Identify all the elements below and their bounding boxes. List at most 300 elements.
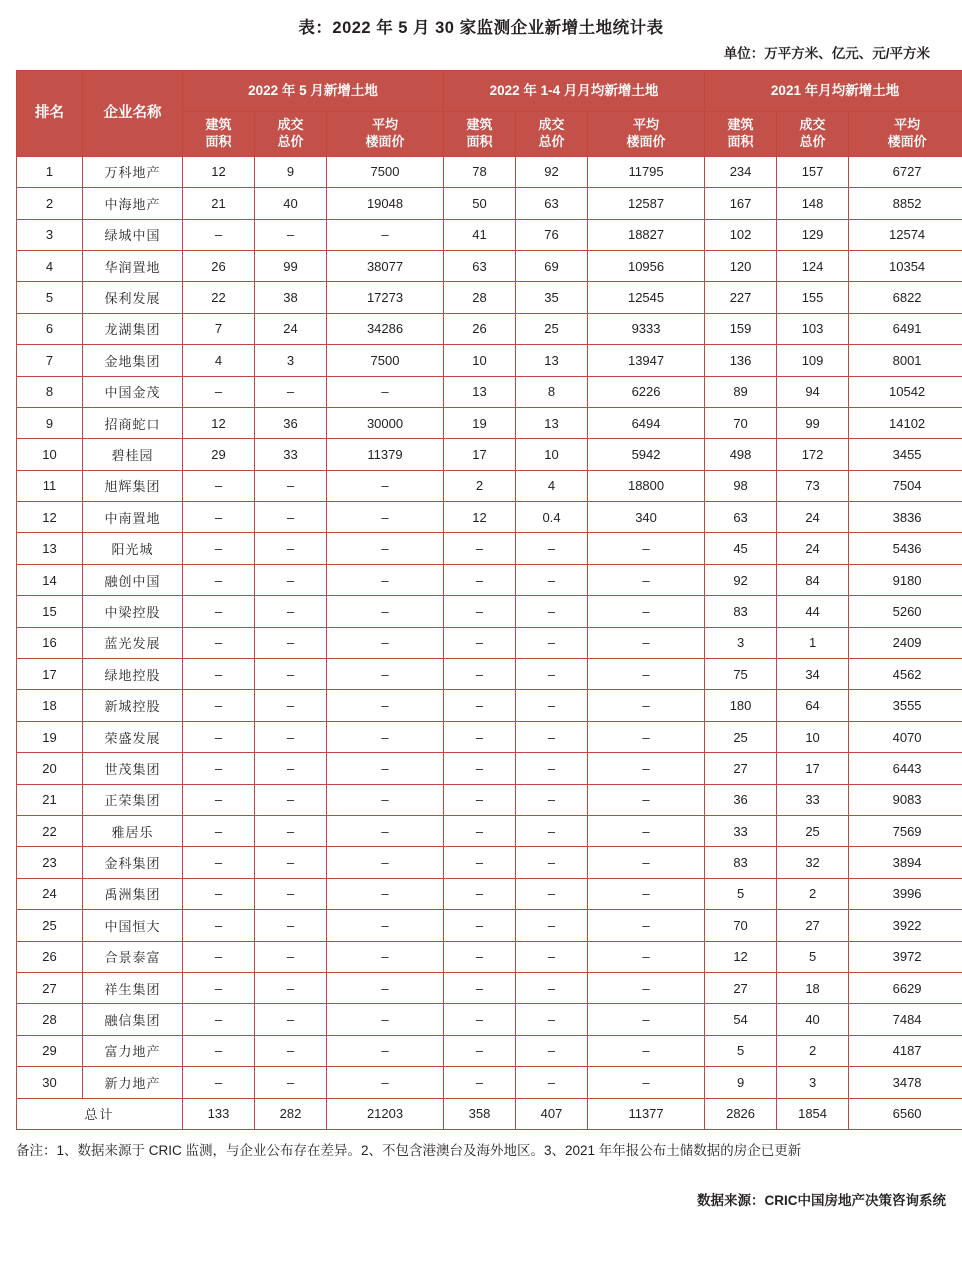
cell-m5-price: – bbox=[255, 784, 327, 815]
table-row bbox=[17, 815, 962, 846]
cell-m5-area: – bbox=[183, 753, 255, 784]
cell-company-name: 招商蛇口 bbox=[83, 407, 183, 438]
cell-rank: 12 bbox=[17, 502, 83, 533]
table-total-row bbox=[17, 1098, 962, 1129]
cell-m5-price: 40 bbox=[255, 188, 327, 219]
cell-m14-price: 10 bbox=[516, 439, 588, 470]
cell-y21-area: 136 bbox=[705, 345, 777, 376]
cell-y21-price: 10 bbox=[777, 721, 849, 752]
cell-y21-area: 27 bbox=[705, 972, 777, 1003]
cell-m5-avg: 7500 bbox=[327, 156, 444, 187]
cell-rank: 4 bbox=[17, 250, 83, 281]
table-row bbox=[17, 470, 962, 501]
cell-m5-area: – bbox=[183, 502, 255, 533]
cell-m14-price: 63 bbox=[516, 188, 588, 219]
cell-m5-area: – bbox=[183, 627, 255, 658]
cell-rank: 6 bbox=[17, 313, 83, 344]
table-row bbox=[17, 1067, 962, 1098]
cell-m14-price: – bbox=[516, 941, 588, 972]
table-row bbox=[17, 313, 962, 344]
cell-y21-avg: 5260 bbox=[849, 596, 962, 627]
cell-company-name: 金科集团 bbox=[83, 847, 183, 878]
cell-y21-area: 27 bbox=[705, 753, 777, 784]
cell-rank: 30 bbox=[17, 1067, 83, 1098]
cell-m5-area: – bbox=[183, 596, 255, 627]
table-row bbox=[17, 690, 962, 721]
header-rank: 排名 bbox=[17, 71, 83, 157]
table-row bbox=[17, 972, 962, 1003]
cell-m14-price: – bbox=[516, 533, 588, 564]
cell-m5-price: – bbox=[255, 627, 327, 658]
header-sub-price-m14: 成交 总价 bbox=[516, 112, 588, 157]
cell-m5-area: – bbox=[183, 690, 255, 721]
table-row bbox=[17, 721, 962, 752]
cell-y21-avg: 12574 bbox=[849, 219, 962, 250]
cell-company-name: 富力地产 bbox=[83, 1035, 183, 1066]
cell-y21-price: 34 bbox=[777, 659, 849, 690]
cell-rank: 1 bbox=[17, 156, 83, 187]
cell-m14-area: – bbox=[444, 910, 516, 941]
page-title: 表：2022 年 5 月 30 家监测企业新增土地统计表 bbox=[298, 19, 664, 37]
cell-y21-avg: 9083 bbox=[849, 784, 962, 815]
cell-m5-area: – bbox=[183, 721, 255, 752]
cell-m14-area: – bbox=[444, 784, 516, 815]
table-row bbox=[17, 407, 962, 438]
cell-y21-avg: 2409 bbox=[849, 627, 962, 658]
cell-y21-area: 70 bbox=[705, 407, 777, 438]
table-row bbox=[17, 376, 962, 407]
cell-m14-price: 13 bbox=[516, 407, 588, 438]
cell-rank: 18 bbox=[17, 690, 83, 721]
cell-m5-area: – bbox=[183, 659, 255, 690]
cell-m14-avg: 340 bbox=[588, 502, 705, 533]
cell-m5-price: – bbox=[255, 659, 327, 690]
table-row bbox=[17, 941, 962, 972]
cell-m5-avg: – bbox=[327, 502, 444, 533]
cell-y21-area: 5 bbox=[705, 878, 777, 909]
cell-y21-avg: 7569 bbox=[849, 815, 962, 846]
cell-m14-avg: 18827 bbox=[588, 219, 705, 250]
cell-m14-price: – bbox=[516, 627, 588, 658]
cell-y21-area: 3 bbox=[705, 627, 777, 658]
cell-y21-area: 70 bbox=[705, 910, 777, 941]
cell-y21-price: 25 bbox=[777, 815, 849, 846]
cell-m14-area: 78 bbox=[444, 156, 516, 187]
cell-m5-price: – bbox=[255, 564, 327, 595]
cell-y21-area: 89 bbox=[705, 376, 777, 407]
cell-m5-avg: – bbox=[327, 847, 444, 878]
cell-y21-avg: 3972 bbox=[849, 941, 962, 972]
cell-company-name: 阳光城 bbox=[83, 533, 183, 564]
cell-m14-avg: – bbox=[588, 784, 705, 815]
cell-m5-avg: – bbox=[327, 627, 444, 658]
cell-y21-avg: 3555 bbox=[849, 690, 962, 721]
cell-y21-price: 73 bbox=[777, 470, 849, 501]
cell-m14-area: – bbox=[444, 659, 516, 690]
cell-m14-avg: – bbox=[588, 596, 705, 627]
cell-rank: 17 bbox=[17, 659, 83, 690]
cell-y21-price: 1 bbox=[777, 627, 849, 658]
cell-m5-price: – bbox=[255, 815, 327, 846]
cell-m5-avg: – bbox=[327, 910, 444, 941]
header-sub-price-m5: 成交 总价 bbox=[255, 112, 327, 157]
cell-m5-price: – bbox=[255, 690, 327, 721]
cell-y21-avg: 3922 bbox=[849, 910, 962, 941]
cell-m14-avg: – bbox=[588, 1067, 705, 1098]
cell-y21-area: 120 bbox=[705, 250, 777, 281]
cell-m5-avg: – bbox=[327, 1004, 444, 1035]
cell-y21-price: 2 bbox=[777, 1035, 849, 1066]
cell-m5-price: – bbox=[255, 753, 327, 784]
cell-m5-price: – bbox=[255, 1067, 327, 1098]
cell-y21-price: 99 bbox=[777, 407, 849, 438]
cell-y21-avg: 6629 bbox=[849, 972, 962, 1003]
cell-m14-area: – bbox=[444, 596, 516, 627]
header-group-2022-05: 2022 年 5 月新增土地 bbox=[183, 71, 444, 112]
cell-rank: 22 bbox=[17, 815, 83, 846]
cell-rank: 20 bbox=[17, 753, 83, 784]
cell-rank: 10 bbox=[17, 439, 83, 470]
cell-company-name: 碧桂园 bbox=[83, 439, 183, 470]
cell-m5-avg: – bbox=[327, 470, 444, 501]
cell-company-name: 金地集团 bbox=[83, 345, 183, 376]
header-group-2021: 2021 年月均新增土地 bbox=[705, 71, 962, 112]
cell-m5-avg: – bbox=[327, 690, 444, 721]
cell-m5-area: – bbox=[183, 910, 255, 941]
cell-m14-avg: – bbox=[588, 972, 705, 1003]
cell-company-name: 华润置地 bbox=[83, 250, 183, 281]
cell-m14-area: 10 bbox=[444, 345, 516, 376]
cell-m14-area: – bbox=[444, 815, 516, 846]
cell-y21-area: 5 bbox=[705, 1035, 777, 1066]
cell-m14-avg: 9333 bbox=[588, 313, 705, 344]
cell-m5-area: – bbox=[183, 1035, 255, 1066]
cell-m5-avg: – bbox=[327, 596, 444, 627]
cell-m14-avg: – bbox=[588, 941, 705, 972]
header-sub-area-m5: 建筑 面积 bbox=[183, 112, 255, 157]
cell-m14-area: 2 bbox=[444, 470, 516, 501]
cell-m14-price: – bbox=[516, 659, 588, 690]
cell-rank: 16 bbox=[17, 627, 83, 658]
cell-m14-price: 25 bbox=[516, 313, 588, 344]
cell-m5-price: – bbox=[255, 1035, 327, 1066]
cell-y21-avg: 6727 bbox=[849, 156, 962, 187]
cell-y21-area: 92 bbox=[705, 564, 777, 595]
header-group-2022-01-04: 2022 年 1-4 月月均新增土地 bbox=[444, 71, 705, 112]
cell-y21-price: 40 bbox=[777, 1004, 849, 1035]
cell-m14-avg: 6226 bbox=[588, 376, 705, 407]
cell-rank: 25 bbox=[17, 910, 83, 941]
header-company: 企业名称 bbox=[83, 71, 183, 157]
cell-y21-area: 227 bbox=[705, 282, 777, 313]
table-row bbox=[17, 784, 962, 815]
cell-m14-avg: – bbox=[588, 1035, 705, 1066]
cell-m14-price: 69 bbox=[516, 250, 588, 281]
cell-m5-area: 12 bbox=[183, 156, 255, 187]
table-row bbox=[17, 878, 962, 909]
cell-total-y21-avg: 6560 bbox=[849, 1098, 962, 1129]
cell-m5-area: – bbox=[183, 219, 255, 250]
cell-y21-price: 129 bbox=[777, 219, 849, 250]
cell-y21-area: 63 bbox=[705, 502, 777, 533]
cell-y21-area: 83 bbox=[705, 596, 777, 627]
footnote: 备注：1、数据来源于 CRIC 监测，与企业公布存在差异。2、不包含港澳台及海外地区。3、2021 年年报公布土储数据的房企已更新 bbox=[16, 1142, 802, 1158]
cell-y21-area: 234 bbox=[705, 156, 777, 187]
cell-y21-area: 33 bbox=[705, 815, 777, 846]
cell-company-name: 绿地控股 bbox=[83, 659, 183, 690]
header-sub-avg-m5: 平均 楼面价 bbox=[327, 112, 444, 157]
cell-m5-price: – bbox=[255, 972, 327, 1003]
cell-m14-price: – bbox=[516, 753, 588, 784]
cell-y21-price: 27 bbox=[777, 910, 849, 941]
cell-m5-price: – bbox=[255, 721, 327, 752]
cell-company-name: 中国金茂 bbox=[83, 376, 183, 407]
cell-m14-avg: – bbox=[588, 815, 705, 846]
cell-total-m14-avg: 11377 bbox=[588, 1098, 705, 1129]
cell-y21-price: 103 bbox=[777, 313, 849, 344]
cell-y21-area: 45 bbox=[705, 533, 777, 564]
cell-rank: 5 bbox=[17, 282, 83, 313]
cell-m5-avg: 34286 bbox=[327, 313, 444, 344]
cell-m14-area: – bbox=[444, 564, 516, 595]
cell-m5-avg: 38077 bbox=[327, 250, 444, 281]
cell-rank: 15 bbox=[17, 596, 83, 627]
table-row bbox=[17, 250, 962, 281]
cell-company-name: 绿城中国 bbox=[83, 219, 183, 250]
cell-m5-avg: – bbox=[327, 533, 444, 564]
cell-m5-avg: – bbox=[327, 721, 444, 752]
cell-m5-area: 12 bbox=[183, 407, 255, 438]
cell-m14-area: – bbox=[444, 690, 516, 721]
cell-y21-price: 44 bbox=[777, 596, 849, 627]
table-row bbox=[17, 627, 962, 658]
cell-m5-price: – bbox=[255, 910, 327, 941]
cell-m14-price: – bbox=[516, 910, 588, 941]
cell-total-m5-area: 133 bbox=[183, 1098, 255, 1129]
cell-rank: 23 bbox=[17, 847, 83, 878]
cell-m14-avg: – bbox=[588, 721, 705, 752]
cell-company-name: 龙湖集团 bbox=[83, 313, 183, 344]
cell-company-name: 合景泰富 bbox=[83, 941, 183, 972]
cell-m14-area: 63 bbox=[444, 250, 516, 281]
header-sub-price-y21: 成交 总价 bbox=[777, 112, 849, 157]
land-statistics-table bbox=[16, 70, 962, 1130]
cell-company-name: 中国恒大 bbox=[83, 910, 183, 941]
cell-m14-avg: 12587 bbox=[588, 188, 705, 219]
cell-rank: 27 bbox=[17, 972, 83, 1003]
cell-y21-area: 83 bbox=[705, 847, 777, 878]
cell-rank: 11 bbox=[17, 470, 83, 501]
cell-company-name: 融信集团 bbox=[83, 1004, 183, 1035]
table-row bbox=[17, 910, 962, 941]
cell-y21-price: 94 bbox=[777, 376, 849, 407]
cell-m5-price: – bbox=[255, 376, 327, 407]
cell-y21-price: 124 bbox=[777, 250, 849, 281]
table-row bbox=[17, 847, 962, 878]
cell-y21-area: 498 bbox=[705, 439, 777, 470]
table-header bbox=[17, 71, 962, 157]
cell-y21-avg: 4187 bbox=[849, 1035, 962, 1066]
cell-y21-price: 24 bbox=[777, 502, 849, 533]
cell-m14-avg: – bbox=[588, 659, 705, 690]
cell-y21-price: 64 bbox=[777, 690, 849, 721]
cell-y21-price: 32 bbox=[777, 847, 849, 878]
cell-m5-area: 7 bbox=[183, 313, 255, 344]
cell-m5-area: 22 bbox=[183, 282, 255, 313]
cell-y21-area: 98 bbox=[705, 470, 777, 501]
cell-m5-price: 99 bbox=[255, 250, 327, 281]
cell-y21-price: 157 bbox=[777, 156, 849, 187]
cell-m5-price: 38 bbox=[255, 282, 327, 313]
data-source: 数据来源：CRIC中国房地产决策咨询系统 bbox=[697, 1192, 946, 1208]
table-row bbox=[17, 345, 962, 376]
cell-company-name: 中南置地 bbox=[83, 502, 183, 533]
table-row bbox=[17, 596, 962, 627]
cell-m14-price: – bbox=[516, 847, 588, 878]
cell-total-y21-price: 1854 bbox=[777, 1098, 849, 1129]
cell-total-m14-price: 407 bbox=[516, 1098, 588, 1129]
cell-m14-price: – bbox=[516, 690, 588, 721]
cell-m14-avg: 10956 bbox=[588, 250, 705, 281]
cell-rank: 28 bbox=[17, 1004, 83, 1035]
cell-m14-price: – bbox=[516, 1067, 588, 1098]
cell-company-name: 融创中国 bbox=[83, 564, 183, 595]
header-sub-avg-y21: 平均 楼面价 bbox=[849, 112, 962, 157]
cell-y21-price: 17 bbox=[777, 753, 849, 784]
cell-y21-area: 36 bbox=[705, 784, 777, 815]
cell-m5-area: – bbox=[183, 564, 255, 595]
cell-m5-avg: – bbox=[327, 219, 444, 250]
cell-m5-price: 24 bbox=[255, 313, 327, 344]
cell-m14-price: – bbox=[516, 1004, 588, 1035]
cell-y21-price: 24 bbox=[777, 533, 849, 564]
cell-m14-area: 28 bbox=[444, 282, 516, 313]
cell-m14-price: 92 bbox=[516, 156, 588, 187]
cell-m14-avg: – bbox=[588, 847, 705, 878]
cell-m14-area: – bbox=[444, 721, 516, 752]
cell-m14-avg: – bbox=[588, 627, 705, 658]
cell-m5-area: – bbox=[183, 470, 255, 501]
cell-m5-avg: 7500 bbox=[327, 345, 444, 376]
cell-m14-avg: – bbox=[588, 878, 705, 909]
cell-company-name: 保利发展 bbox=[83, 282, 183, 313]
header-sub-area-m14: 建筑 面积 bbox=[444, 112, 516, 157]
cell-m5-avg: – bbox=[327, 784, 444, 815]
cell-m14-area: – bbox=[444, 878, 516, 909]
cell-rank: 2 bbox=[17, 188, 83, 219]
cell-m5-price: – bbox=[255, 502, 327, 533]
cell-m14-area: 19 bbox=[444, 407, 516, 438]
table-row bbox=[17, 502, 962, 533]
cell-y21-price: 33 bbox=[777, 784, 849, 815]
table-row bbox=[17, 219, 962, 250]
cell-m14-area: – bbox=[444, 753, 516, 784]
cell-total-m14-area: 358 bbox=[444, 1098, 516, 1129]
cell-m14-price: – bbox=[516, 815, 588, 846]
cell-m5-avg: 17273 bbox=[327, 282, 444, 313]
cell-m14-price: 8 bbox=[516, 376, 588, 407]
cell-company-name: 旭辉集团 bbox=[83, 470, 183, 501]
cell-m14-avg: – bbox=[588, 753, 705, 784]
cell-m14-area: 50 bbox=[444, 188, 516, 219]
table-row bbox=[17, 533, 962, 564]
cell-rank: 14 bbox=[17, 564, 83, 595]
table-row bbox=[17, 156, 962, 187]
cell-m14-area: – bbox=[444, 533, 516, 564]
cell-y21-price: 155 bbox=[777, 282, 849, 313]
cell-m14-area: – bbox=[444, 847, 516, 878]
cell-rank: 13 bbox=[17, 533, 83, 564]
cell-m14-area: – bbox=[444, 627, 516, 658]
cell-y21-price: 172 bbox=[777, 439, 849, 470]
cell-company-name: 世茂集团 bbox=[83, 753, 183, 784]
cell-rank: 8 bbox=[17, 376, 83, 407]
header-sub-avg-m14: 平均 楼面价 bbox=[588, 112, 705, 157]
cell-m5-avg: – bbox=[327, 941, 444, 972]
cell-y21-area: 12 bbox=[705, 941, 777, 972]
table-row bbox=[17, 188, 962, 219]
cell-rank: 24 bbox=[17, 878, 83, 909]
cell-m5-price: – bbox=[255, 1004, 327, 1035]
cell-company-name: 祥生集团 bbox=[83, 972, 183, 1003]
cell-m14-area: 26 bbox=[444, 313, 516, 344]
cell-m14-price: 35 bbox=[516, 282, 588, 313]
cell-m5-price: 3 bbox=[255, 345, 327, 376]
table-body bbox=[17, 156, 962, 1129]
cell-company-name: 雅居乐 bbox=[83, 815, 183, 846]
cell-y21-avg: 10542 bbox=[849, 376, 962, 407]
cell-y21-avg: 5436 bbox=[849, 533, 962, 564]
cell-m14-avg: 11795 bbox=[588, 156, 705, 187]
cell-m14-area: 17 bbox=[444, 439, 516, 470]
cell-company-name: 正荣集团 bbox=[83, 784, 183, 815]
cell-company-name: 新力地产 bbox=[83, 1067, 183, 1098]
cell-company-name: 中梁控股 bbox=[83, 596, 183, 627]
cell-company-name: 万科地产 bbox=[83, 156, 183, 187]
cell-m5-price: – bbox=[255, 941, 327, 972]
cell-m14-avg: 13947 bbox=[588, 345, 705, 376]
cell-y21-area: 102 bbox=[705, 219, 777, 250]
cell-y21-avg: 14102 bbox=[849, 407, 962, 438]
header-sub-area-y21: 建筑 面积 bbox=[705, 112, 777, 157]
cell-rank: 9 bbox=[17, 407, 83, 438]
cell-m5-avg: – bbox=[327, 564, 444, 595]
cell-y21-avg: 7504 bbox=[849, 470, 962, 501]
cell-rank: 19 bbox=[17, 721, 83, 752]
cell-y21-price: 3 bbox=[777, 1067, 849, 1098]
cell-m14-price: – bbox=[516, 564, 588, 595]
cell-m5-price: – bbox=[255, 533, 327, 564]
cell-y21-area: 167 bbox=[705, 188, 777, 219]
cell-y21-price: 148 bbox=[777, 188, 849, 219]
cell-m5-area: – bbox=[183, 815, 255, 846]
table-row bbox=[17, 753, 962, 784]
cell-y21-avg: 6491 bbox=[849, 313, 962, 344]
cell-m14-avg: – bbox=[588, 910, 705, 941]
cell-m5-area: 29 bbox=[183, 439, 255, 470]
cell-m14-area: – bbox=[444, 1067, 516, 1098]
cell-m14-avg: 5942 bbox=[588, 439, 705, 470]
cell-y21-avg: 8852 bbox=[849, 188, 962, 219]
cell-m14-avg: – bbox=[588, 564, 705, 595]
cell-y21-avg: 3894 bbox=[849, 847, 962, 878]
cell-m5-price: – bbox=[255, 470, 327, 501]
cell-m14-area: – bbox=[444, 1035, 516, 1066]
cell-y21-area: 180 bbox=[705, 690, 777, 721]
table-row bbox=[17, 564, 962, 595]
cell-m5-area: – bbox=[183, 1004, 255, 1035]
cell-y21-area: 54 bbox=[705, 1004, 777, 1035]
